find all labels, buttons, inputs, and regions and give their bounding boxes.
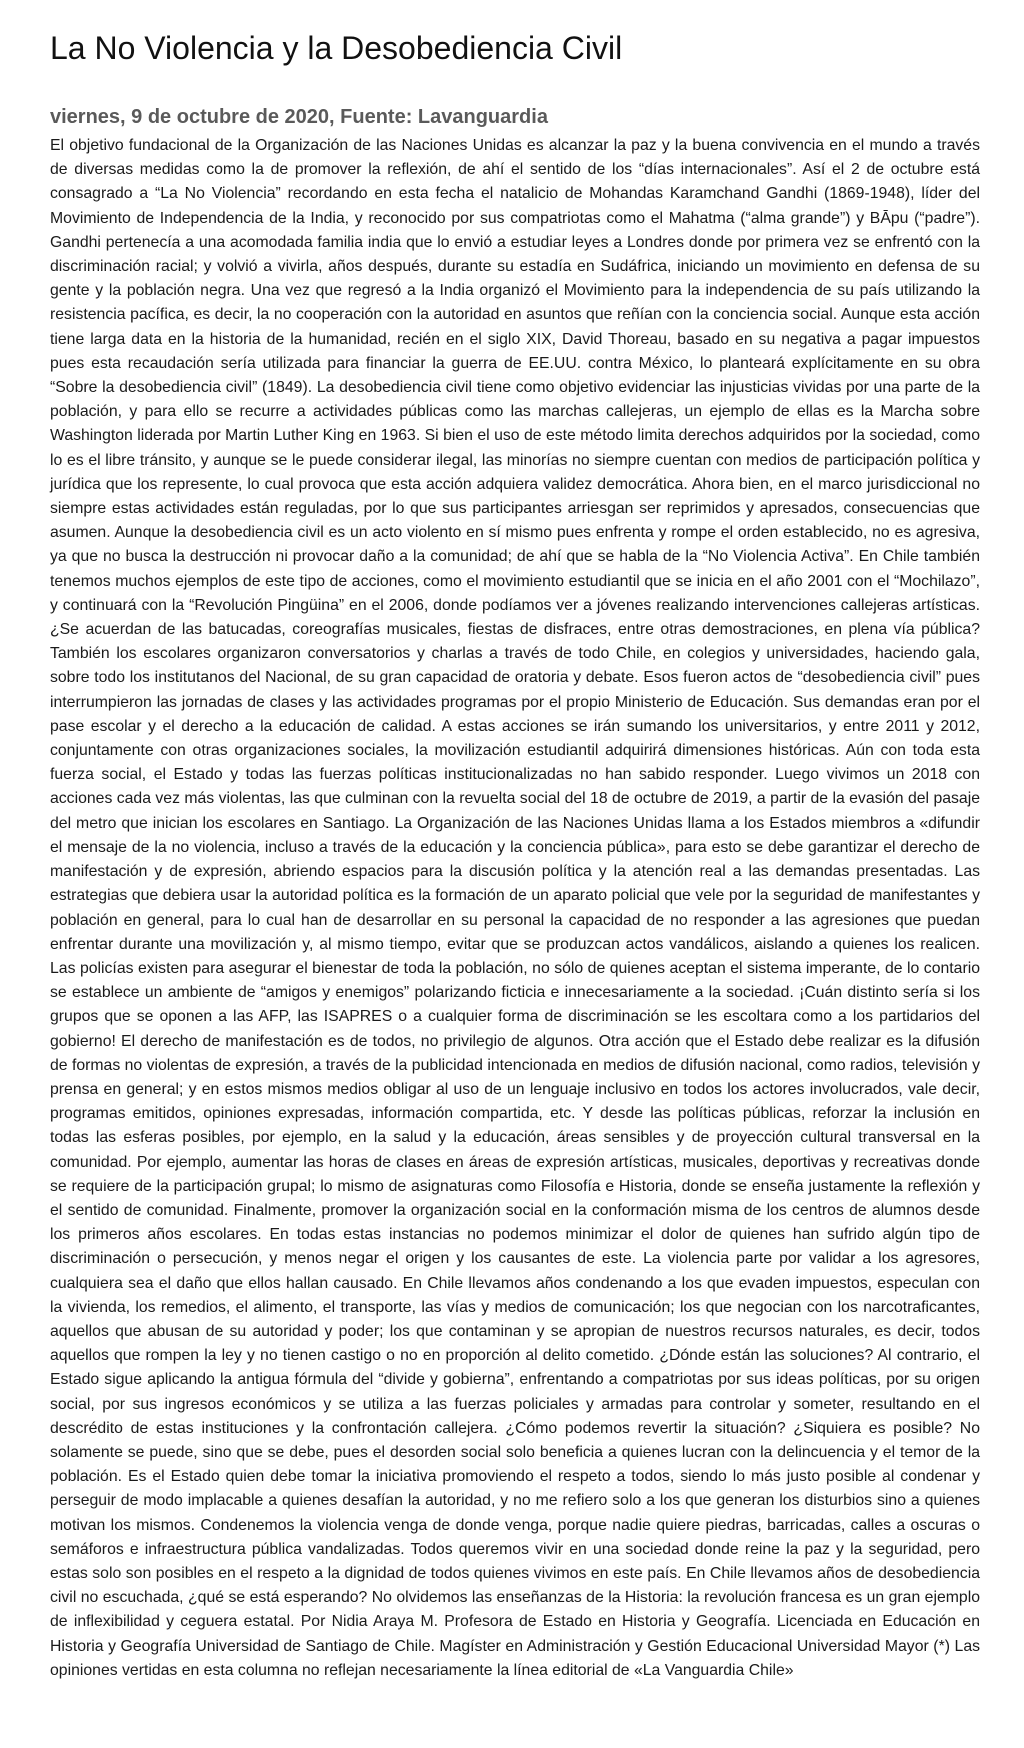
- article-body: El objetivo fundacional de la Organización de las Naciones Unidas es alcanzar la paz y la buena convivencia en el mundo a través de diversas medidas como la de promover la reflexión, de ahí el sentido de los “días internacionales”. Así el 2 de octubre está consagrado a “La No Violencia” recordando en esta fecha el natalicio de Mohandas Karamchand Gandhi (1869-1948), líder del Movimiento de Independencia de la India, y reconocido por sus compatriotas como el Mahatma (“alma grande”) y BĀpu (“padre”). Gandhi pertenecía a una acomodada familia india que lo envió a estudiar leyes a Londres donde por primera vez se enfrentó con la discriminación racial; y volvió a vivirla, años después, durante su estadía en Sudáfrica, iniciando un movimiento en defensa de su gente y la población negra. Una vez que regresó a la India organizó el Movimiento para la independencia de su país utilizando la resistencia pacífica, es decir, la no cooperación con la autoridad en asuntos que reñían con la conciencia social. Aunque esta acción tiene larga data en la historia de la humanidad, recién en el siglo XIX, David Thoreau, basado en su negativa a pagar impuestos pues esta recaudación sería utilizada para financiar la guerra de EE.UU. contra México, lo planteará explícitamente en su obra “Sobre la desobediencia civil” (1849). La desobediencia civil tiene como objetivo evidenciar las injusticias vividas por una parte de la población, y para ello se recurre a actividades públicas como las marchas callejeras, un ejemplo de ellas es la Marcha sobre Washington liderada por Martin Luther King en 1963. Si bien el uso de este método limita derechos adquiridos por la sociedad, como lo es el libre tránsito, y aunque se le puede considerar ilegal, las minorías no siempre cuentan con medios de participación política y jurídica que los represente, lo cual provoca que esta acción adquiera validez democrática. Ahora bien, en el marco jurisdiccional no siempre estas actividades están reguladas, por lo que sus participantes arriesgan ser reprimidos y apresados, consecuencias que asumen. Aunque la desobediencia civil es un acto violento en sí mismo pues enfrenta y rompe el orden establecido, no es agresiva, ya que no busca la destrucción ni provocar daño a la comunidad; de ahí que se habla de la “No Violencia Activa”. En Chile también tenemos muchos ejemplos de este tipo de acciones, como el movimiento estudiantil que se inicia en el año 2001 con el “Mochilazo”, y continuará con la “Revolución Pingüina” en el 2006, donde podíamos ver a jóvenes realizando intervenciones callejeras artísticas. ¿Se acuerdan de las batucadas, coreografías musicales, fiestas de disfraces, entre otras demostraciones, en plena vía pública? También los escolares organizaron conversatorios y charlas a través de todo Chile, en colegios y universidades, haciendo gala, sobre todo los institutanos del Nacional, de su gran capacidad de oratoria y debate. Esos fueron actos de “desobediencia civil” pues interrumpieron las jornadas de clases y las actividades programas por el propio Ministerio de Educación. Sus demandas eran por el pase escolar y el derecho a la educación de calidad. A estas acciones se irán sumando los universitarios, y entre 2011 y 2012, conjuntamente con otras organizaciones sociales, la movilización estudiantil adquirirá dimensiones históricas. Aún con toda esta fuerza social, el Estado y todas las fuerzas políticas institucionalizadas no han sabido responder. Luego vivimos un 2018 con acciones cada vez más violentas, las que culminan con la revuelta social del 18 de octubre de 2019, a partir de la evasión del pasaje del metro que inician los escolares en Santiago. La Organización de las Naciones Unidas llama a los Estados miembros a «difundir el mensaje de la no violencia, incluso a través de la educación y la conciencia pública», para esto se debe garantizar el derecho de manifestación y de expresión, abriendo espacios para la discusión política y la atención real a las demandas presentadas. Las estrategias que debiera usar la autoridad política es la formación de un aparato policial que vele por la seguridad de manifestantes y población en general, para lo cual han de desarrollar en su personal la capacidad de no responder a las agresiones que puedan enfrentar durante una movilización y, al mismo tiempo, evitar que se produzcan actos vandálicos, aislando a quienes los realicen. Las policías existen para asegurar el bienestar de toda la población, no sólo de quienes aceptan el sistema imperante, de lo contario se establece un ambiente de “amigos y enemigos” polarizando ficticia e innecesariamente a la sociedad. ¡Cuán distinto sería si los grupos que se oponen a las AFP, las ISAPRES o a cualquier forma de discriminación se les escoltara como a los partidarios del gobierno! El derecho de manifestación es de todos, no privilegio de algunos. Otra acción que el Estado debe realizar es la difusión de formas no violentas de expresión, a través de la publicidad intencionada en medios de difusión nacional, como radios, televisión y prensa en general; y en estos mismos medios obligar al uso de un lenguaje inclusivo en todos los actores involucrados, vale decir, programas emitidos, opiniones expresadas, información compartida, etc. Y desde las políticas públicas, reforzar la inclusión en todas las esferas posibles, por ejemplo, en la salud y la educación, áreas sensibles y de proyección cultural transversal en la comunidad. Por ejemplo, aumentar las horas de clases en áreas de expresión artísticas, musicales, deportivas y recreativas donde se requiere de la participación grupal; lo mismo de asignaturas como Filosofía e Historia, donde se enseña justamente la reflexión y el sentido de comunidad. Finalmente, promover la organización social en la conformación misma de los centros de alumnos desde los primeros años escolares. En todas estas instancias no podemos minimizar el dolor de quienes han sufrido algún tipo de discriminación o persecución, y menos negar el origen y los causantes de este. La violencia parte por validar a los agresores, cualquiera sea el daño que ellos hallan causado. En Chile llevamos años condenando a los que evaden impuestos, especulan con la vivienda, los remedios, el alimento, el transporte, las vías y medios de comunicación; los que negocian con los narcotraficantes, aquellos que abusan de su autoridad y poder; los que contaminan y se apropian de nuestros recursos naturales, es decir, todos aquellos que rompen la ley y no tienen castigo o no en proporción al delito cometido. ¿Dónde están las soluciones? Al contrario, el Estado sigue aplicando la antigua fórmula del “divide y gobierna”, enfrentando a compatriotas por sus ideas políticas, por su origen social, por sus ingresos económicos y se utiliza a las fuerzas policiales y armadas para controlar y someter, resultando en el descrédito de estas instituciones y la confrontación callejera. ¿Cómo podemos revertir la situación? ¿Siquiera es posible? No solamente se puede, sino que se debe, pues el desorden social solo beneficia a quienes lucran con la delincuencia y el temor de la población. Es el Estado quien debe tomar la iniciativa promoviendo el respeto a todos, siendo lo más justo posible al condenar y perseguir de modo implacable a quienes desafían la autoridad, y no me refiero solo a los que generan los disturbios sino a quienes motivan los mismos. Condenemos la violencia venga de donde venga, porque nadie quiere piedras, barricadas, calles a oscuras o semáforos e infraestructura pública vandalizadas. Todos queremos vivir en una sociedad donde reine la paz y la seguridad, pero estas solo son posibles en el respeto a la dignidad de todos quienes vivimos en este país. En Chile llevamos años de desobediencia civil no escuchada, ¿qué se está esperando? No olvidemos las enseñanzas de la Historia: la revolución francesa es un gran ejemplo de inflexibilidad y ceguera estatal. Por Nidia Araya M. Profesora de Estado en Historia y Geografía. Licenciada en Educación en Historia y Geografía Universidad de Santiago de Chile. Magíster en Administración y Gestión Educacional Universidad Mayor (*) Las opiniones vertidas en esta columna no reflejan necesariamente la línea editorial de «La Vanguardia Chile»: [50, 137, 980, 1679]
- article-title: La No Violencia y la Desobediencia Civil: [50, 30, 623, 66]
- article-date-source: viernes, 9 de octubre de 2020, Fuente: Lavanguardia: [50, 106, 548, 128]
